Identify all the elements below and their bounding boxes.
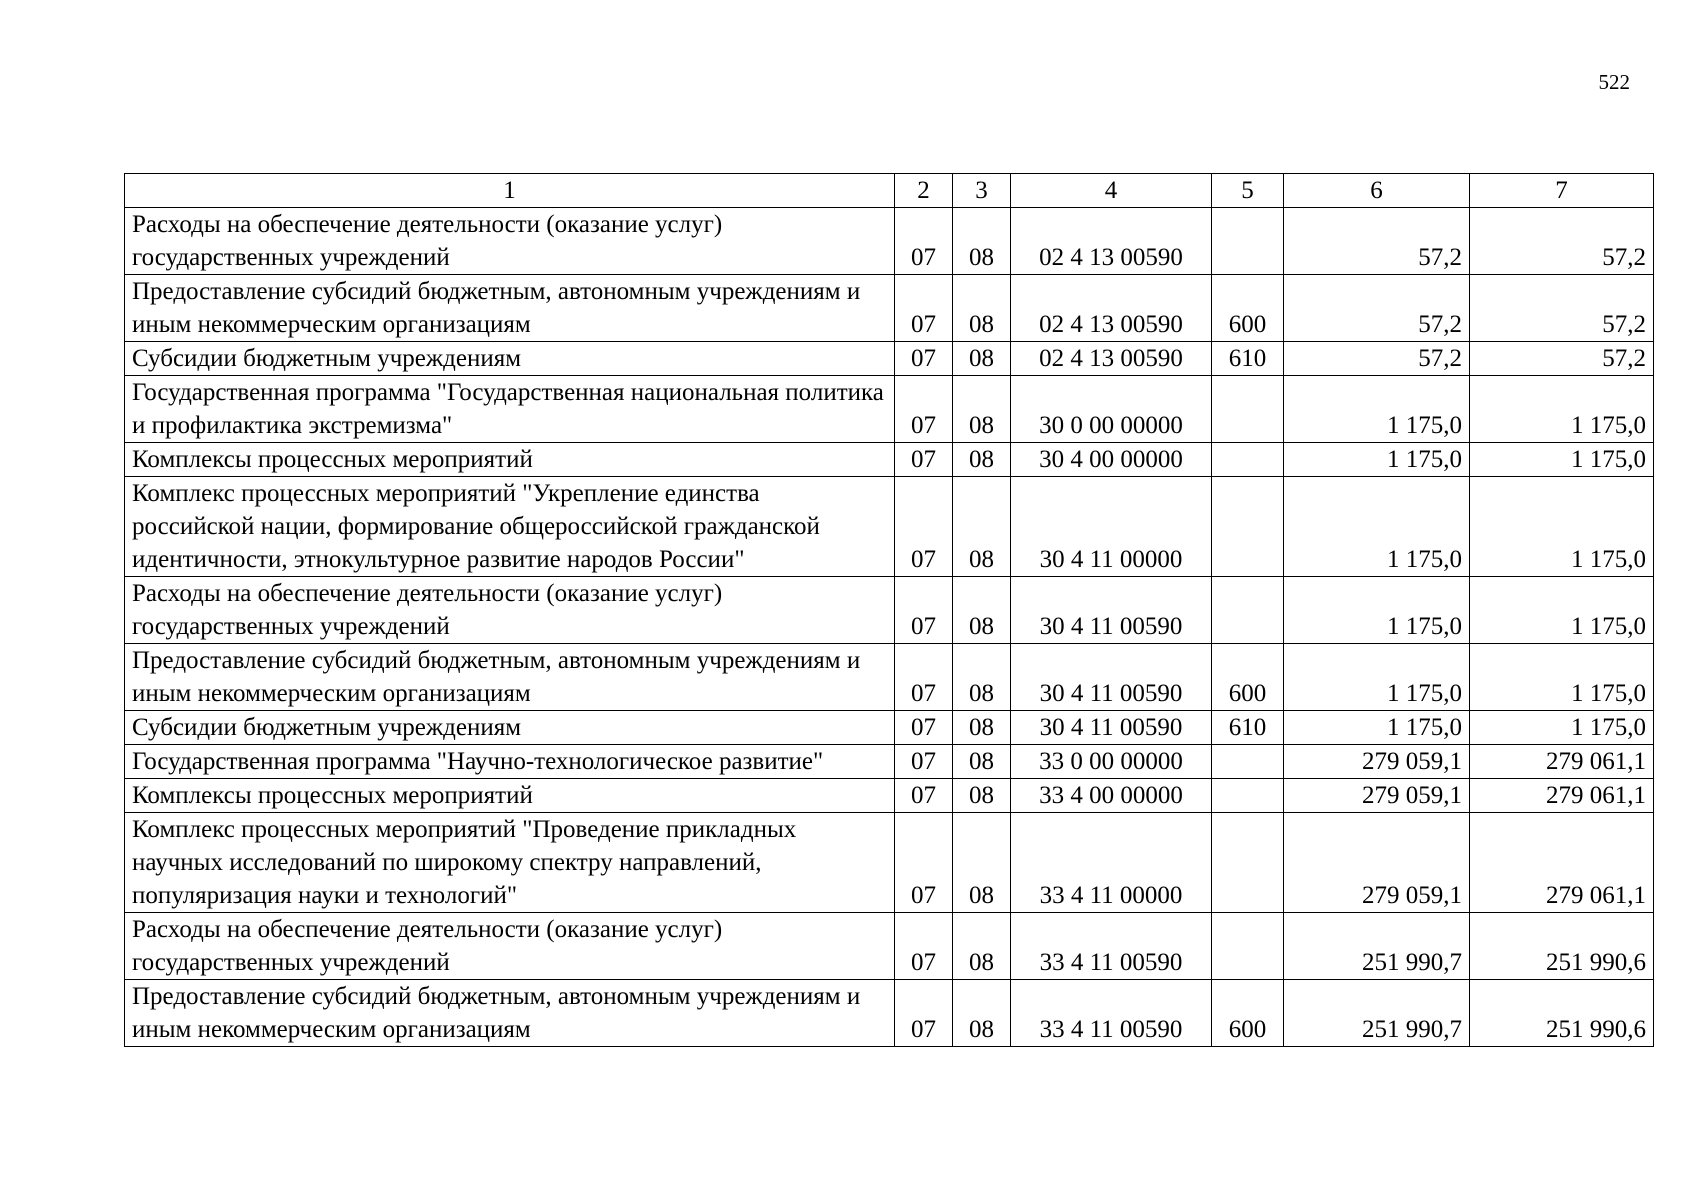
cell-section: 07 [895, 980, 953, 1047]
cell-target-code: 30 4 11 00590 [1011, 644, 1212, 711]
budget-table [124, 173, 1654, 1047]
cell-subsection: 08 [953, 577, 1011, 644]
cell-sum-2: 1 175,0 [1470, 577, 1654, 644]
cell-target-code: 33 4 00 00000 [1011, 779, 1212, 813]
cell-target-code: 33 4 11 00590 [1011, 980, 1212, 1047]
header-row [125, 174, 1654, 208]
page-number: 522 [1598, 70, 1630, 94]
column-header-3: 3 [953, 174, 1011, 208]
cell-name: Субсидии бюджетным учреждениям [125, 711, 895, 745]
table-row [125, 342, 1654, 376]
cell-section: 07 [895, 376, 953, 443]
cell-sum-1: 279 059,1 [1284, 779, 1470, 813]
cell-section: 07 [895, 208, 953, 275]
cell-sum-2: 251 990,6 [1470, 980, 1654, 1047]
cell-name: Государственная программа "Научно-технологическое развитие" [125, 745, 895, 779]
cell-sum-1: 1 175,0 [1284, 477, 1470, 577]
table-body [125, 208, 1654, 1047]
cell-subsection: 08 [953, 745, 1011, 779]
cell-expense-type [1212, 813, 1284, 913]
cell-subsection: 08 [953, 644, 1011, 711]
cell-name: Комплекс процессных мероприятий "Проведение прикладных научных исследований по широкому спектру направлений, популяризация науки и технологий" [125, 813, 895, 913]
cell-section: 07 [895, 913, 953, 980]
cell-sum-2: 1 175,0 [1470, 644, 1654, 711]
cell-name: Расходы на обеспечение деятельности (оказание услуг) государственных учреждений [125, 913, 895, 980]
cell-sum-2: 279 061,1 [1470, 813, 1654, 913]
cell-sum-1: 57,2 [1284, 208, 1470, 275]
cell-target-code: 02 4 13 00590 [1011, 208, 1212, 275]
cell-expense-type: 600 [1212, 275, 1284, 342]
cell-sum-2: 1 175,0 [1470, 443, 1654, 477]
cell-name: Расходы на обеспечение деятельности (оказание услуг) государственных учреждений [125, 208, 895, 275]
cell-sum-1: 57,2 [1284, 342, 1470, 376]
cell-sum-2: 279 061,1 [1470, 779, 1654, 813]
cell-name: Комплекс процессных мероприятий "Укрепление единства российской нации, формирование общероссийской гражданской идентичности, этнокультурное развитие народов России" [125, 477, 895, 577]
cell-name: Государственная программа "Государственная национальная политика и профилактика экстремизма" [125, 376, 895, 443]
cell-subsection: 08 [953, 813, 1011, 913]
cell-sum-1: 279 059,1 [1284, 745, 1470, 779]
cell-sum-1: 279 059,1 [1284, 813, 1470, 913]
table-row [125, 376, 1654, 443]
cell-sum-2: 251 990,6 [1470, 913, 1654, 980]
cell-subsection: 08 [953, 275, 1011, 342]
cell-target-code: 33 4 11 00000 [1011, 813, 1212, 913]
cell-subsection: 08 [953, 342, 1011, 376]
cell-subsection: 08 [953, 980, 1011, 1047]
cell-sum-1: 1 175,0 [1284, 577, 1470, 644]
cell-subsection: 08 [953, 443, 1011, 477]
column-header-7: 7 [1470, 174, 1654, 208]
cell-target-code: 02 4 13 00590 [1011, 275, 1212, 342]
table-row [125, 913, 1654, 980]
table-row [125, 980, 1654, 1047]
cell-name: Комплексы процессных мероприятий [125, 779, 895, 813]
table-row [125, 711, 1654, 745]
cell-subsection: 08 [953, 779, 1011, 813]
table-row [125, 443, 1654, 477]
cell-target-code: 02 4 13 00590 [1011, 342, 1212, 376]
cell-subsection: 08 [953, 376, 1011, 443]
cell-sum-1: 1 175,0 [1284, 711, 1470, 745]
cell-expense-type [1212, 913, 1284, 980]
column-header-1: 1 [125, 174, 895, 208]
cell-sum-1: 251 990,7 [1284, 913, 1470, 980]
cell-section: 07 [895, 342, 953, 376]
cell-name: Предоставление субсидий бюджетным, автономным учреждениям и иным некоммерческим организациям [125, 980, 895, 1047]
table-row [125, 813, 1654, 913]
cell-target-code: 30 0 00 00000 [1011, 376, 1212, 443]
cell-expense-type [1212, 779, 1284, 813]
cell-expense-type [1212, 577, 1284, 644]
cell-target-code: 30 4 11 00590 [1011, 577, 1212, 644]
cell-sum-1: 57,2 [1284, 275, 1470, 342]
cell-section: 07 [895, 443, 953, 477]
cell-sum-2: 1 175,0 [1470, 711, 1654, 745]
column-header-6: 6 [1284, 174, 1470, 208]
cell-target-code: 30 4 11 00000 [1011, 477, 1212, 577]
cell-expense-type [1212, 745, 1284, 779]
cell-subsection: 08 [953, 208, 1011, 275]
cell-name: Предоставление субсидий бюджетным, автономным учреждениям и иным некоммерческим организациям [125, 644, 895, 711]
cell-target-code: 33 4 11 00590 [1011, 913, 1212, 980]
table-row [125, 208, 1654, 275]
cell-sum-1: 1 175,0 [1284, 443, 1470, 477]
cell-name: Расходы на обеспечение деятельности (оказание услуг) государственных учреждений [125, 577, 895, 644]
cell-expense-type: 600 [1212, 644, 1284, 711]
column-header-4: 4 [1011, 174, 1212, 208]
table-row [125, 644, 1654, 711]
cell-sum-1: 1 175,0 [1284, 376, 1470, 443]
cell-sum-2: 1 175,0 [1470, 376, 1654, 443]
column-header-2: 2 [895, 174, 953, 208]
cell-name: Субсидии бюджетным учреждениям [125, 342, 895, 376]
table-row [125, 745, 1654, 779]
cell-sum-1: 1 175,0 [1284, 644, 1470, 711]
cell-section: 07 [895, 813, 953, 913]
table-row [125, 779, 1654, 813]
cell-sum-2: 279 061,1 [1470, 745, 1654, 779]
cell-section: 07 [895, 745, 953, 779]
cell-section: 07 [895, 477, 953, 577]
cell-expense-type [1212, 376, 1284, 443]
cell-sum-2: 1 175,0 [1470, 477, 1654, 577]
cell-subsection: 08 [953, 913, 1011, 980]
cell-name: Предоставление субсидий бюджетным, автономным учреждениям и иным некоммерческим организациям [125, 275, 895, 342]
table-row [125, 477, 1654, 577]
table-row [125, 577, 1654, 644]
cell-section: 07 [895, 577, 953, 644]
cell-section: 07 [895, 779, 953, 813]
cell-section: 07 [895, 711, 953, 745]
table-row [125, 275, 1654, 342]
cell-sum-2: 57,2 [1470, 342, 1654, 376]
cell-sum-1: 251 990,7 [1284, 980, 1470, 1047]
cell-subsection: 08 [953, 477, 1011, 577]
cell-expense-type: 610 [1212, 342, 1284, 376]
cell-subsection: 08 [953, 711, 1011, 745]
cell-sum-2: 57,2 [1470, 208, 1654, 275]
cell-target-code: 30 4 11 00590 [1011, 711, 1212, 745]
cell-section: 07 [895, 644, 953, 711]
cell-expense-type [1212, 477, 1284, 577]
cell-expense-type: 610 [1212, 711, 1284, 745]
cell-expense-type [1212, 208, 1284, 275]
cell-target-code: 33 0 00 00000 [1011, 745, 1212, 779]
cell-name: Комплексы процессных мероприятий [125, 443, 895, 477]
cell-sum-2: 57,2 [1470, 275, 1654, 342]
cell-expense-type [1212, 443, 1284, 477]
cell-target-code: 30 4 00 00000 [1011, 443, 1212, 477]
cell-section: 07 [895, 275, 953, 342]
column-header-5: 5 [1212, 174, 1284, 208]
cell-expense-type: 600 [1212, 980, 1284, 1047]
